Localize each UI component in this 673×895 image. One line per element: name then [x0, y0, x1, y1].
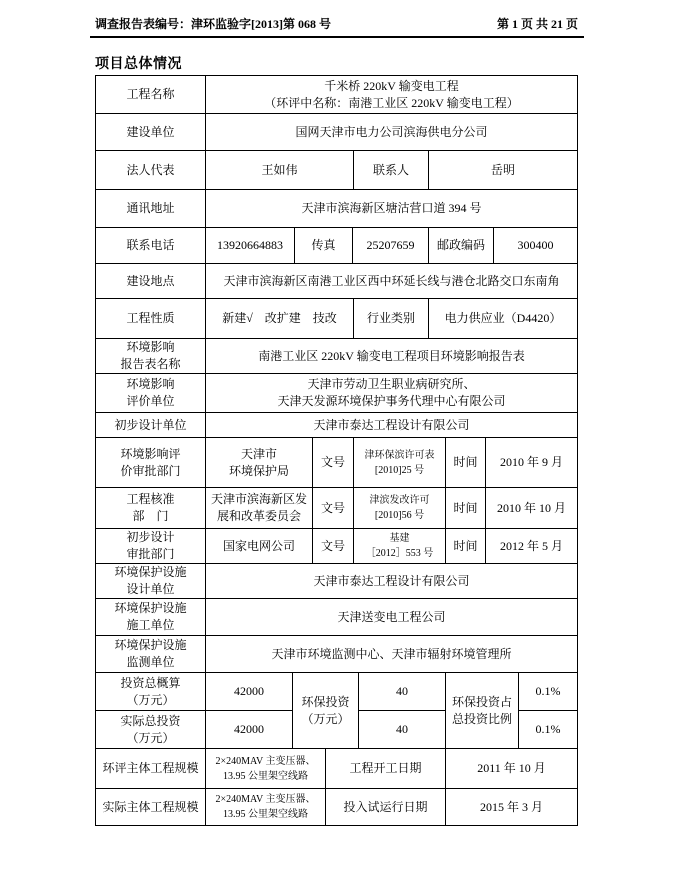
prelim-approval-dept-label-line1: 初步设计 [126, 530, 175, 545]
table-row [96, 190, 577, 228]
industry-label: 行业类别 [354, 299, 429, 339]
eia-approval-time-value: 2010 年 9 月 [486, 438, 577, 488]
eia-approval-doc-line2: [2010]25 号 [374, 464, 425, 476]
eia-approval-doc-line1: 津环保滨许可表 [364, 449, 435, 461]
env-design-label-line1: 环境保护设施 [114, 565, 187, 580]
actual-label [96, 711, 205, 748]
table-row [96, 413, 577, 438]
prelim-approval-doc-label: 文号 [313, 529, 354, 564]
eia-approval-doc-label: 文号 [313, 438, 354, 488]
eia-scale-spec [206, 749, 326, 789]
env-construction-label [96, 599, 206, 636]
eia-unit-label-line2: 评价单位 [126, 394, 175, 408]
actual-scale-label: 实际主体工程规模 [96, 789, 206, 825]
ratio-budget: 0.1% [519, 673, 577, 711]
legal-rep-label: 法人代表 [96, 151, 206, 190]
start-date-label: 工程开工日期 [326, 749, 446, 789]
investment-value-column [206, 673, 293, 749]
table-row [96, 438, 577, 488]
eia-approval-dept-label-line1: 环境影响评 [120, 446, 181, 461]
eia-scale-spec-line2: 13.95 公里架空线路 [223, 770, 308, 782]
project-name-label: 工程名称 [96, 76, 206, 114]
eia-report-value: 南港工业区 220kV 输变电工程项目环境影响报告表 [206, 339, 577, 374]
budget-value: 42000 [206, 673, 292, 711]
env-investment-value-column [359, 673, 446, 749]
table-row [96, 564, 577, 599]
approval-doc-line1: 津滨发改许可 [369, 495, 430, 506]
prelim-approval-time-label: 时间 [446, 529, 486, 564]
table-row [96, 488, 577, 529]
actual-scale-spec [206, 789, 326, 825]
page-indicator: 第 1 页 共 21 页 [496, 17, 578, 31]
prelim-approval-doc-line2: ［2012］553 号 [365, 548, 434, 559]
prelim-approval-org: 国家电网公司 [206, 529, 313, 564]
ratio-value-column [519, 673, 577, 749]
table-row [96, 529, 577, 564]
project-name-line2: （环评中名称：南港工业区 220kV 输变电工程） [264, 95, 519, 110]
env-construction-label-line2: 施工单位 [126, 618, 175, 632]
investment-rows [96, 673, 577, 749]
fax-value: 25207659 [353, 228, 429, 264]
env-construction-label-line1: 环境保护设施 [114, 601, 187, 616]
eia-report-label-line1: 环境影响 [126, 340, 175, 355]
eia-scale-label: 环评主体工程规模 [96, 749, 206, 789]
approval-doc-label: 文号 [313, 488, 354, 529]
prelim-design-unit-label: 初步设计单位 [96, 413, 206, 438]
table-row [96, 749, 577, 789]
table-row [96, 374, 577, 413]
eia-approval-org [206, 438, 313, 488]
env-investment-label-line1: 环保投资 [301, 694, 350, 709]
table-row [96, 76, 577, 114]
env-monitor-label-line1: 环境保护设施 [114, 638, 187, 653]
env-design-label-line2: 设计单位 [126, 582, 175, 596]
budget-label-line2: （万元） [126, 692, 175, 707]
approval-time-label: 时间 [446, 488, 486, 529]
eia-report-label-line2: 报告表名称 [120, 357, 181, 371]
approval-dept-label-line2: 部 门 [132, 509, 169, 523]
actual-scale-spec-line2: 13.95 公里架空线路 [223, 809, 308, 820]
contact-label: 联系人 [354, 151, 429, 190]
eia-unit-value [206, 374, 577, 413]
site-label: 建设地点 [96, 264, 206, 299]
env-design-value: 天津市泰达工程设计有限公司 [206, 564, 577, 599]
env-investment-label [293, 673, 359, 749]
project-name-line1: 千米桥 220kV 输变电工程 [324, 78, 459, 93]
eia-unit-value-line2: 天津天发源环境保护事务代理中心有限公司 [277, 394, 506, 408]
doc-number: 调查报告表编号：津环监验字[2013]第 068 号 [95, 17, 331, 31]
env-construction-value: 天津送变电工程公司 [206, 599, 577, 636]
prelim-approval-dept-label [96, 529, 206, 564]
approval-org-line1: 天津市滨海新区发 [210, 492, 307, 507]
construction-unit-label: 建设单位 [96, 114, 206, 151]
nature-label: 工程性质 [96, 299, 206, 339]
zip-label: 邮政编码 [429, 228, 494, 264]
header-divider-rule [90, 36, 584, 38]
trial-date-label: 投入试运行日期 [326, 789, 446, 825]
trial-date-value: 2015 年 3 月 [479, 799, 543, 814]
eia-approval-time-label: 时间 [446, 438, 486, 488]
eia-approval-dept-label [96, 438, 206, 488]
ratio-actual: 0.1% [535, 722, 561, 737]
contact-value: 岳明 [429, 151, 577, 190]
actual-value: 42000 [234, 722, 264, 737]
construction-unit-value: 国网天津市电力公司滨海供电分公司 [206, 114, 577, 151]
eia-approval-dept-label-line2: 价审批部门 [120, 463, 181, 478]
eia-approval-org-line2: 环境保护局 [228, 463, 289, 478]
project-overview-table [95, 75, 578, 826]
actual-scale-spec-line1: 2×240MAV 主变压器、 [215, 794, 316, 805]
nature-value: 新建√ 改扩建 技改 [206, 299, 354, 339]
actual-label-line1: 实际总投资 [120, 714, 181, 729]
table-row [96, 228, 577, 264]
page-header [95, 15, 578, 32]
table-row [96, 636, 577, 673]
approval-dept-label [96, 488, 206, 529]
phone-label: 联系电话 [96, 228, 206, 264]
eia-approval-doc-number [354, 438, 446, 488]
ratio-label-line2: 总投资比例 [451, 711, 512, 726]
eia-report-label [96, 339, 206, 374]
table-row [96, 789, 577, 825]
table-row [96, 599, 577, 636]
industry-value: 电力供应业（D4420） [429, 299, 577, 339]
table-row [96, 151, 577, 190]
phone-value: 13920664883 [206, 228, 295, 264]
table-row [96, 299, 577, 339]
ratio-label-line1: 环保投资占 [451, 694, 512, 709]
eia-unit-label [96, 374, 206, 413]
table-row [96, 339, 577, 374]
site-value: 天津市滨海新区南港工业区西中环延长线与港仓北路交口东南角 [206, 264, 577, 299]
approval-dept-label-line1: 工程核准 [126, 492, 175, 507]
legal-rep-value: 王如伟 [206, 151, 354, 190]
eia-unit-label-line1: 环境影响 [126, 377, 175, 392]
project-name-value [206, 76, 577, 114]
eia-scale-spec-line1: 2×240MAV 主变压器、 [215, 755, 316, 767]
prelim-approval-time-value: 2012 年 5 月 [486, 529, 577, 564]
investment-label-column [96, 673, 206, 749]
table-row [96, 114, 577, 151]
fax-label: 传真 [295, 228, 353, 264]
env-investment-budget: 40 [359, 673, 445, 711]
zip-value: 300400 [494, 228, 577, 264]
eia-approval-org-line1: 天津市 [240, 446, 277, 461]
prelim-approval-doc-number [354, 529, 446, 564]
table-row [96, 264, 577, 299]
approval-time-value: 2010 年 10 月 [486, 488, 577, 529]
env-investment-label-line2: （万元） [301, 711, 350, 726]
actual-label-line2: （万元） [126, 730, 175, 745]
eia-unit-value-line1: 天津市劳动卫生职业病研究所、 [307, 377, 476, 392]
budget-label-line1: 投资总概算 [120, 676, 181, 691]
mail-address-label: 通讯地址 [96, 190, 206, 228]
env-design-label [96, 564, 206, 599]
env-monitor-label-line2: 监测单位 [126, 655, 175, 669]
env-monitor-value: 天津市环境监测中心、天津市辐射环境管理所 [206, 636, 577, 673]
prelim-approval-doc-line1: 基建 [389, 533, 410, 544]
prelim-approval-dept-label-line2: 审批部门 [126, 547, 175, 561]
prelim-design-unit-value: 天津市泰达工程设计有限公司 [206, 413, 577, 438]
budget-label [96, 673, 205, 711]
env-monitor-label [96, 636, 206, 673]
approval-org [206, 488, 313, 529]
approval-doc-line2: [2010]56 号 [374, 510, 425, 521]
mail-address-value: 天津市滨海新区塘沽营口道 394 号 [206, 190, 577, 228]
approval-doc-number [354, 488, 446, 529]
approval-org-line2: 展和改革委员会 [216, 509, 301, 523]
ratio-label [446, 673, 519, 749]
start-date-value: 2011 年 10 月 [446, 749, 577, 789]
section-title: 项目总体情况 [95, 57, 182, 72]
env-investment-actual: 40 [396, 722, 408, 737]
